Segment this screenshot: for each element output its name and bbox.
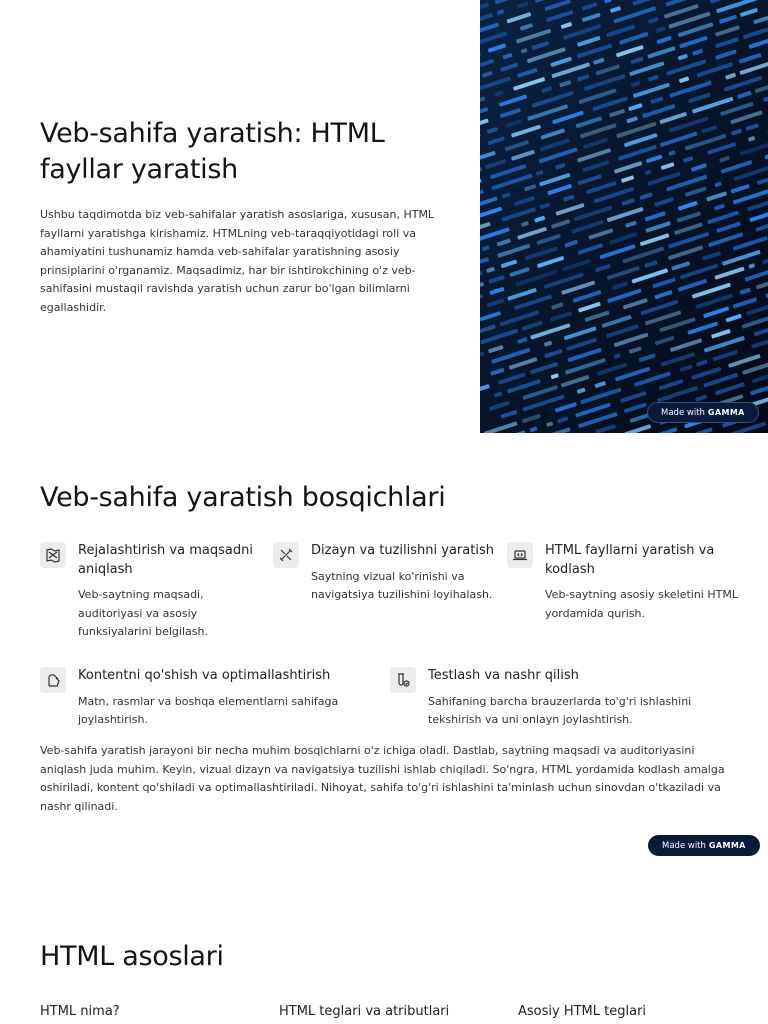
map-icon: [40, 542, 66, 568]
step-item: [507, 542, 747, 623]
step-item: [40, 542, 255, 642]
badge-prefix: Made with: [662, 840, 706, 851]
step-desc: Sahifaning barcha brauzerlarda to'g'ri ishlashini tekshirish va uni onlayn joylashtirish.: [428, 694, 692, 726]
step-desc: Veb-saytning asosiy skeletini HTML yordamida qurish.: [545, 588, 738, 620]
step-title: Rejalashtirish va maqsadni aniqlash: [78, 543, 253, 577]
laptop-code-icon: [507, 542, 533, 568]
step-title: Kontentni qo'shish va optimallashtirish: [78, 668, 331, 683]
step-desc: Saytning vizual ko'rinishi va navigatsiya tuzilishini loyihalash.: [311, 569, 493, 601]
made-with-gamma-badge[interactable]: [647, 402, 759, 423]
hero-title: Veb-sahifa yaratish: HTML fayllar yaratish: [40, 118, 385, 185]
badge-brand: GAMMA: [707, 408, 745, 417]
design-tools-icon: [273, 542, 299, 568]
basics-column-title: HTML teglari va atributlari: [279, 1004, 450, 1019]
step-title: HTML fayllarni yaratish va kodlash: [545, 543, 715, 577]
step-item: [390, 667, 720, 730]
badge-brand: GAMMA: [708, 841, 746, 850]
made-with-gamma-badge[interactable]: [648, 835, 760, 856]
step-item: [40, 667, 370, 730]
basics-title: HTML asoslari: [40, 941, 224, 972]
code-screen-image: [480, 0, 768, 433]
steps-title: Veb-sahifa yaratish bosqichlari: [40, 482, 446, 513]
badge-prefix: Made with: [661, 407, 705, 418]
step-desc: Veb-saytning maqsadi, auditoriyasi va asosiy funksiyalarini belgilash.: [78, 588, 208, 638]
basics-column-title: Asosiy HTML teglari: [518, 1004, 647, 1019]
hero-text: [40, 116, 440, 317]
hero-description: Ushbu taqdimotda biz veb-sahifalar yaratish asoslariga, xususan, HTML fayllarni yaratishga kirishamiz. HTMLning veb-taraqqiyotidagi roli va ahamiyatini tushunamiz hamda veb-sahifalar yaratishning asosiy prinsiplarini o'rganamiz. Maqsadimiz, har bir ishtirokchining o'z veb-sahifasini mustaqil ravishda yaratish uchun zarur bo'lgan bilimlarni egallashidir.: [40, 208, 435, 314]
steps-summary: Veb-sahifa yaratish jarayoni bir necha muhim bosqichlarni o'z ichiga oladi. Dastlab, saytning maqsadi va auditoriyasini aniqlash juda muhim. Keyin, vizual dizayn va navigatsiya tuzilishi ishlab chiqiladi. So'ngra, HTML yordamida kodlash amalga oshiriladi, kontent qo'shiladi va optimallashtiriladi. Nihoyat, sahifa to'g'ri ishlashini ta'minlash uchun sinovdan o'tkaziladi va nashr qilinadi.: [40, 744, 725, 813]
hero-section: [0, 0, 768, 433]
basics-column-title: HTML nima?: [40, 1004, 120, 1019]
step-desc: Matn, rasmlar va boshqa elementlarni sahifaga joylashtirish.: [78, 694, 339, 726]
step-title: Dizayn va tuzilishni yaratish: [311, 543, 494, 558]
edit-icon: [40, 667, 66, 693]
test-tube-icon: [390, 667, 416, 693]
step-item: [273, 542, 498, 605]
step-title: Testlash va nashr qilish: [428, 668, 579, 683]
code-screen-graphic: [480, 0, 768, 433]
